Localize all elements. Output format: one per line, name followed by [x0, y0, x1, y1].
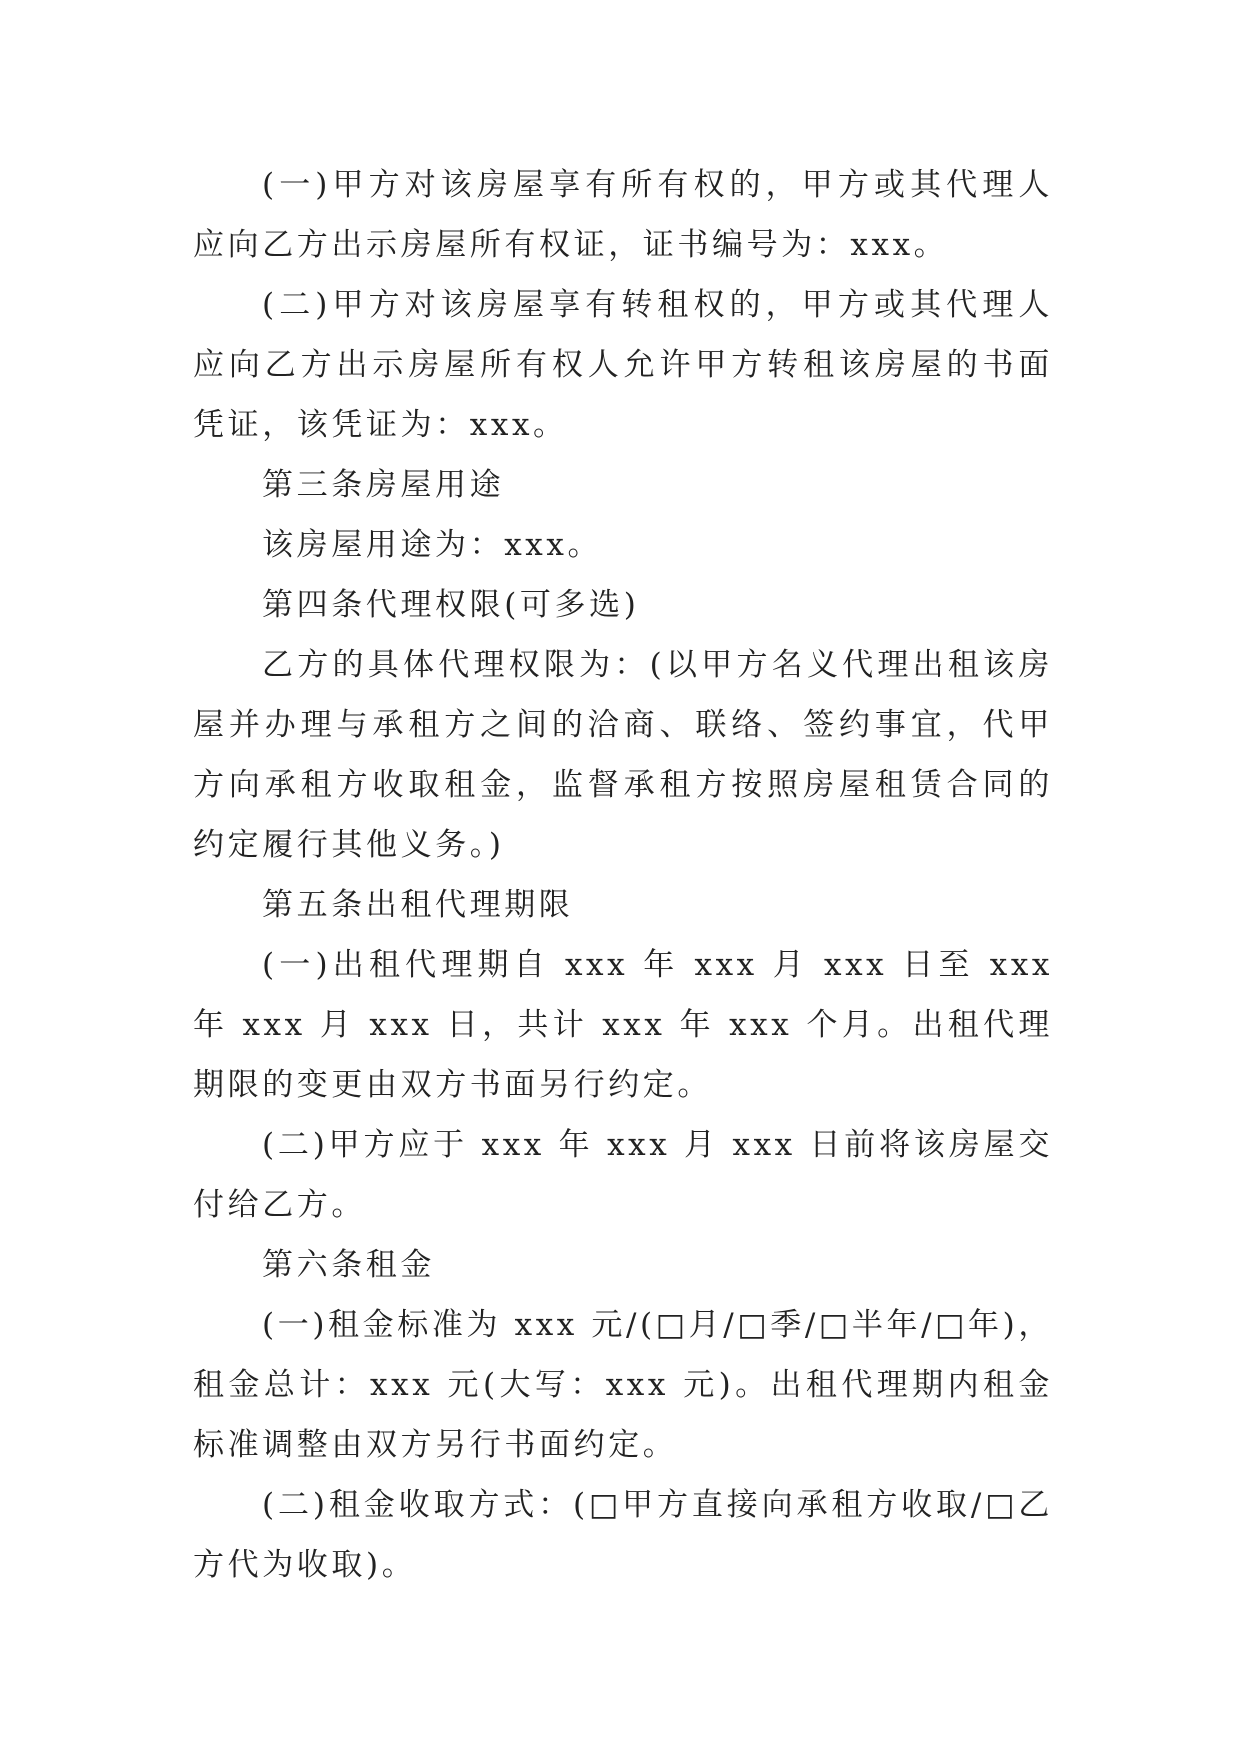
- heading-article-5: 第五条出租代理期限: [262, 887, 574, 923]
- paragraph-agency-scope: 乙方的具体代理权限为：(以甲方名义代理出租该房屋并办理与承租方之间的洽商、联络、签约事宜，代甲方向承租方收取租金，监督承租方按照房屋租赁合同的约定履行其他义务。): [193, 647, 1053, 863]
- paragraph-rent-standard: (一)租金标准为 xxx 元/(□月/□季/□半年/□年)，租金总计：xxx 元(大写：xxx 元)。出租代理期内租金标准调整由双方另行书面约定。: [193, 1307, 1053, 1463]
- paragraph-ownership-certificate: (一)甲方对该房屋享有所有权的，甲方或其代理人应向乙方出示房屋所有权证，证书编号为：xxx。: [193, 167, 1053, 263]
- heading-article-4: 第四条代理权限(可多选): [262, 587, 640, 623]
- paragraph-rent-collection: (二)租金收取方式：(□甲方直接向承租方收取/□乙方代为收取)。: [193, 1487, 1053, 1583]
- heading-article-3: 第三条房屋用途: [262, 467, 505, 503]
- paragraph-agency-period: (一)出租代理期自 xxx 年 xxx 月 xxx 日至 xxx 年 xxx 月 xxx 日，共计 xxx 年 xxx 个月。出租代理期限的变更由双方书面另行约定。: [193, 947, 1053, 1103]
- paragraph-delivery-date: (二)甲方应于 xxx 年 xxx 月 xxx 日前将该房屋交付给乙方。: [193, 1127, 1053, 1223]
- document-body: [193, 155, 1053, 1595]
- heading-article-6: 第六条租金: [262, 1247, 435, 1283]
- paragraph-house-usage: 该房屋用途为：xxx。: [262, 527, 603, 563]
- paragraph-sublease-certificate: (二)甲方对该房屋享有转租权的，甲方或其代理人应向乙方出示房屋所有权人允许甲方转租该房屋的书面凭证，该凭证为：xxx。: [193, 287, 1053, 443]
